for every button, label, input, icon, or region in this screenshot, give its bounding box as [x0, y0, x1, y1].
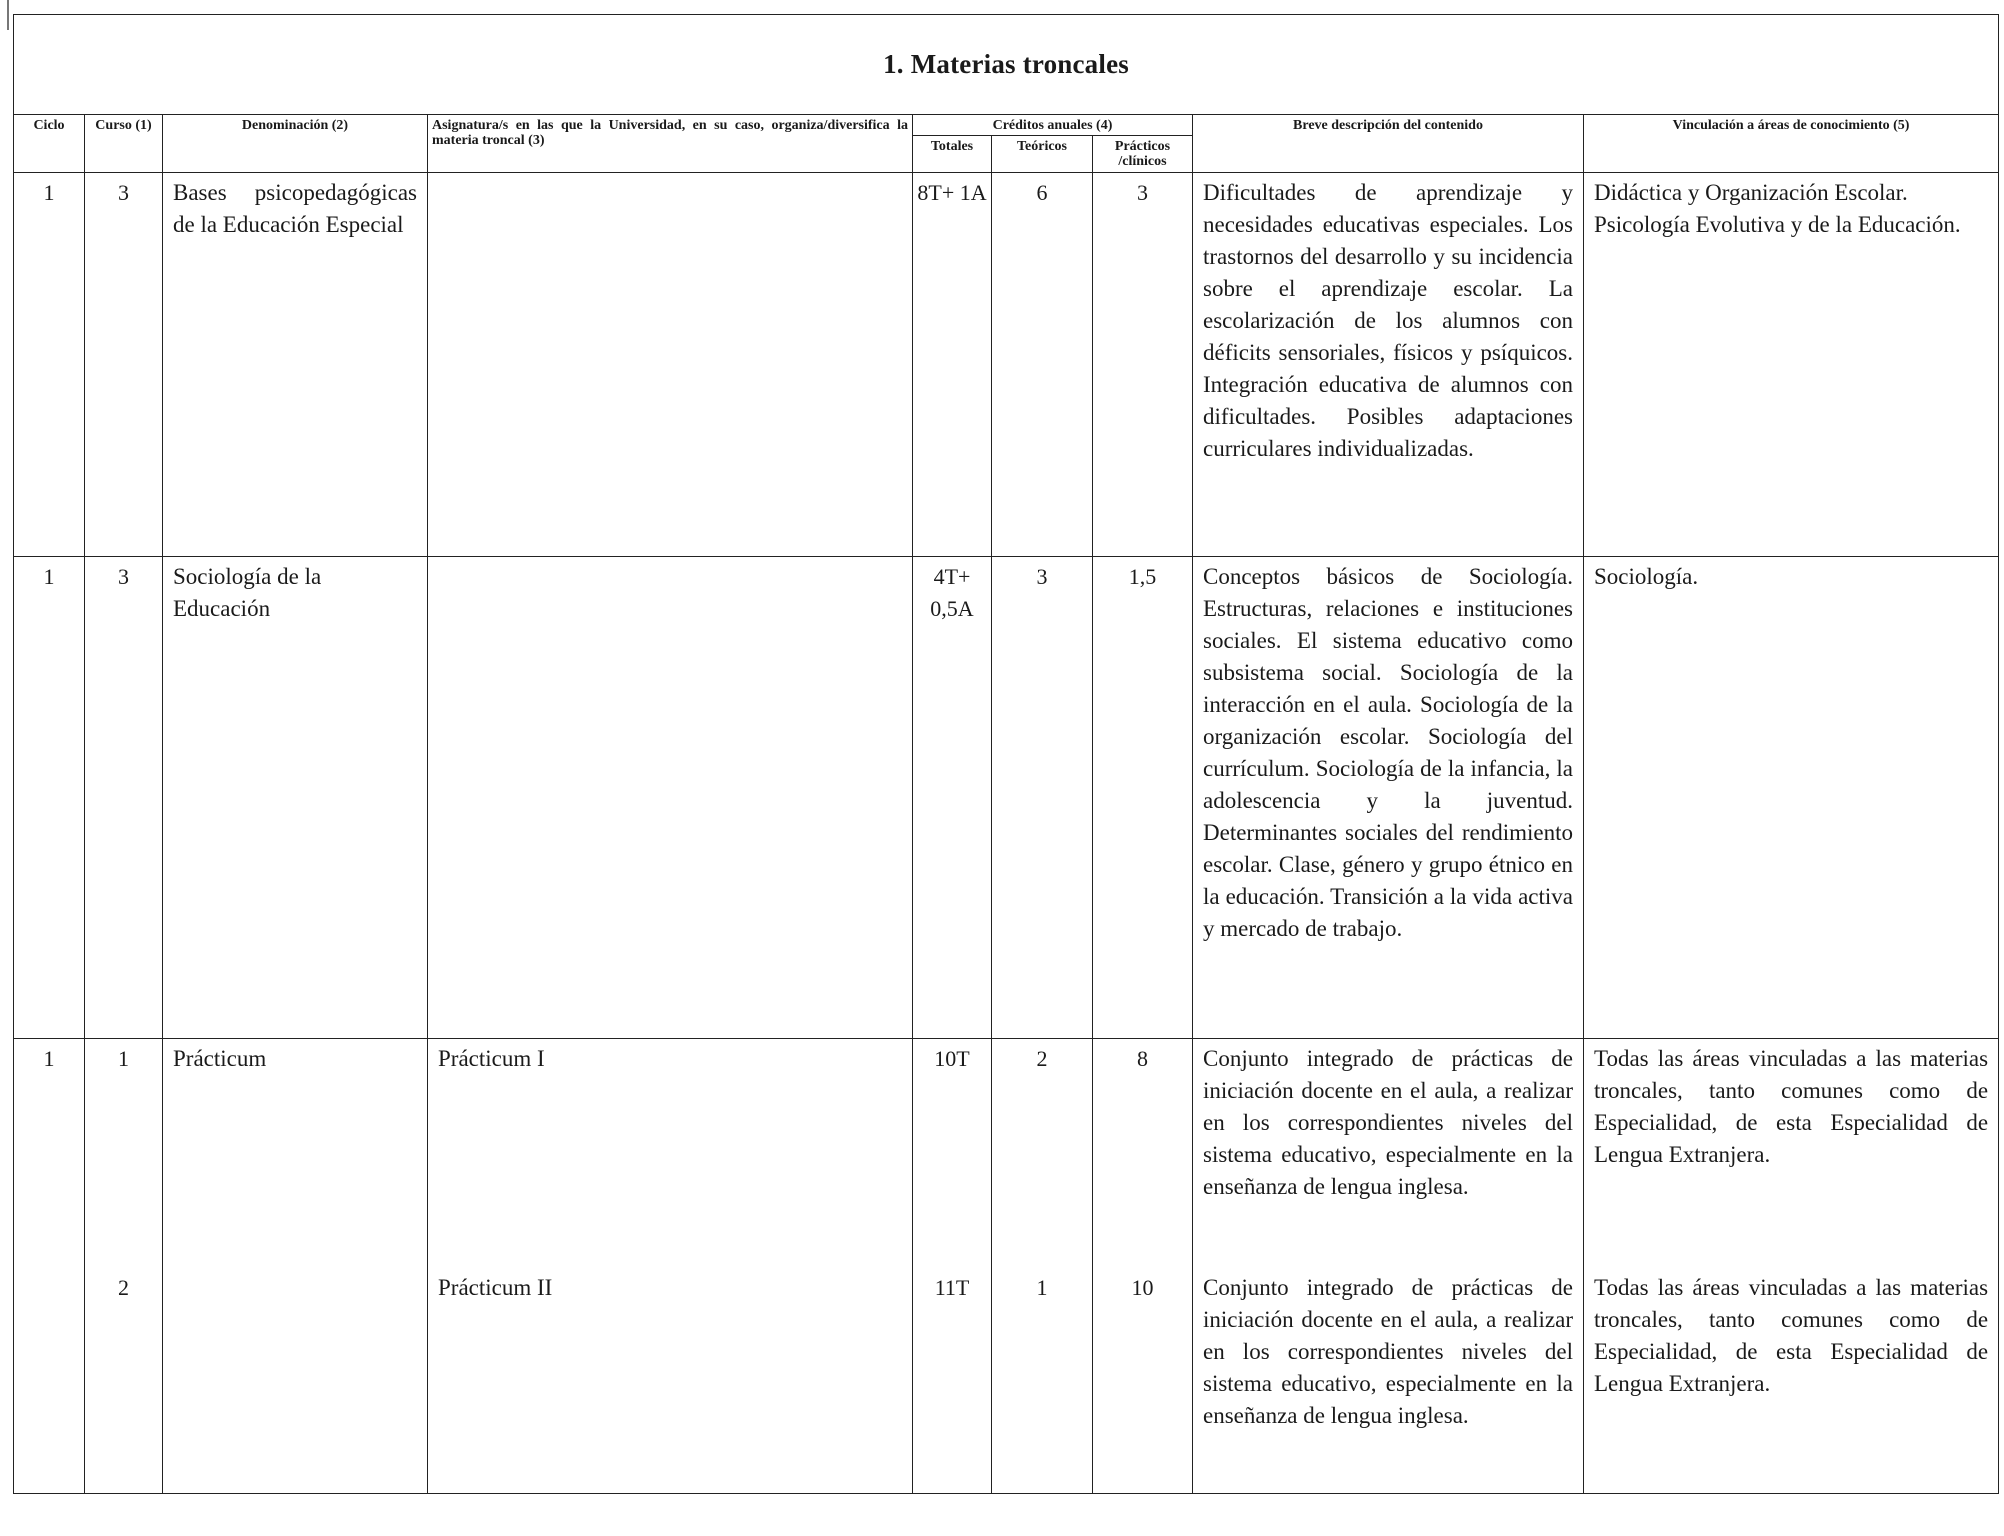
- vinculacion-cell: Sociología.: [1584, 557, 1999, 1039]
- vinculacion-cell: [1584, 1039, 1999, 1494]
- curso-part-1: 1: [118, 1046, 129, 1071]
- totales-part-1: 10T: [934, 1046, 970, 1071]
- teoricos-cell: [992, 1039, 1093, 1494]
- practicos-cell: 3: [1093, 173, 1193, 557]
- header-practicos: Prácticos /clínicos: [1093, 136, 1193, 173]
- header-creditos: Créditos anuales (4): [913, 115, 1193, 136]
- asignatura-cell: [428, 557, 913, 1039]
- curso-cell: 3: [85, 557, 163, 1039]
- denominacion-cell: Bases psicopedagógicas de la Educación Especial: [163, 173, 428, 557]
- descripcion-part-1: Conjunto integrado de prácticas de iniciación docente en el aula, a realizar en los correspondientes niveles del sistema educativo, especialmente en la enseñanza de lengua inglesa.: [1203, 1046, 1573, 1199]
- table-row: [14, 173, 1999, 557]
- table-row: [14, 557, 1999, 1039]
- header-totales: Totales: [913, 136, 992, 173]
- header-teoricos: Teóricos: [992, 136, 1093, 173]
- ciclo-cell: 1: [14, 557, 85, 1039]
- header-vinculacion: Vinculación a áreas de conocimiento (5): [1584, 115, 1999, 173]
- title-row: [14, 15, 1999, 115]
- asignatura-part-1: Prácticum I: [438, 1046, 545, 1071]
- practicos-part-1: 8: [1137, 1046, 1148, 1071]
- curso-cell: 3: [85, 173, 163, 557]
- descripcion-cell: Dificultades de aprendizaje y necesidades educativas especiales. Los trastornos del desarrollo y su incidencia sobre el aprendizaje escolar. La escolarización de los alumnos con déficits sensoriales, físicos y psíquicos. Integración educativa de alumnos con dificultades. Posibles adaptaciones curriculares individualizadas.: [1193, 173, 1584, 557]
- materias-troncales-table: [13, 14, 1999, 1494]
- practicos-cell: [1093, 1039, 1193, 1494]
- ciclo-cell: 1: [14, 173, 85, 557]
- table-row: [14, 1039, 1999, 1494]
- document-page: [13, 14, 1998, 1494]
- vinculacion-part-2: Todas las áreas vinculadas a las materias troncales, tanto comunes como de Especialidad, de esta Especialidad de Lengua Extranjera.: [1594, 1275, 1989, 1396]
- teoricos-cell: 3: [992, 557, 1093, 1039]
- curso-part-2: 2: [118, 1275, 129, 1300]
- descripcion-cell: Conceptos básicos de Sociología. Estructuras, relaciones e instituciones sociales. El sistema educativo como subsistema social. Sociología de la interacción en el aula. Sociología de la organización escolar. Sociología del currículum. Sociología de la infancia, la adolescencia y la juventud. Determinantes sociales del rendimiento escolar. Clase, género y grupo étnico en la educación. Transición a la vida activa y mercado de trabajo.: [1193, 557, 1584, 1039]
- totales-cell: 4T+ 0,5A: [913, 557, 992, 1039]
- descripcion-part-2: Conjunto integrado de prácticas de iniciación docente en el aula, a realizar en los correspondientes niveles del sistema educativo, especialmente en la enseñanza de lengua inglesa.: [1203, 1275, 1573, 1428]
- teoricos-part-2: 1: [1036, 1275, 1048, 1300]
- totales-cell: 8T+ 1A: [913, 173, 992, 557]
- asignatura-cell: [428, 1039, 913, 1494]
- teoricos-part-1: 2: [1036, 1046, 1048, 1071]
- header-ciclo: Ciclo: [14, 115, 85, 173]
- teoricos-cell: 6: [992, 173, 1093, 557]
- practicos-cell: 1,5: [1093, 557, 1193, 1039]
- descripcion-cell: [1193, 1039, 1584, 1494]
- asignatura-part-2: Prácticum II: [438, 1275, 553, 1300]
- vinculacion-cell: Didáctica y Organización Escolar. Psicología Evolutiva y de la Educación.: [1584, 173, 1999, 557]
- ciclo-cell: 1: [14, 1039, 85, 1494]
- header-row: [14, 115, 1999, 136]
- header-descripcion: Breve descripción del contenido: [1193, 115, 1584, 173]
- denominacion-cell: Sociología de la Educación: [163, 557, 428, 1039]
- asignatura-cell: [428, 173, 913, 557]
- practicos-part-2: 10: [1131, 1275, 1154, 1300]
- curso-cell: [85, 1039, 163, 1494]
- header-denominacion: Denominación (2): [163, 115, 428, 173]
- totales-part-2: 11T: [934, 1275, 970, 1300]
- header-curso: Curso (1): [85, 115, 163, 173]
- denominacion-cell: Prácticum: [163, 1039, 428, 1494]
- vinculacion-part-1: Todas las áreas vinculadas a las materias troncales, tanto comunes como de Especialidad, de esta Especialidad de Lengua Extranjera.: [1594, 1046, 1989, 1167]
- scan-mark: [7, 0, 9, 30]
- section-title: 1. Materias troncales: [14, 15, 1999, 115]
- header-asignaturas: Asignatura/s en las que la Universidad, en su caso, organiza/diversifica la materia troncal (3): [428, 115, 913, 173]
- totales-cell: [913, 1039, 992, 1494]
